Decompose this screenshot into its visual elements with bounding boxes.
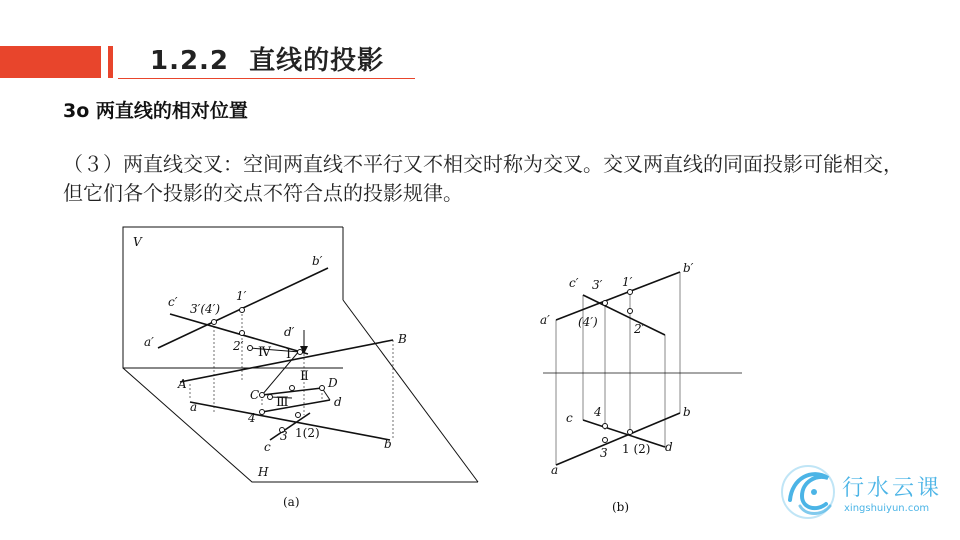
label-b-b-prime: b′: [683, 261, 694, 275]
figure-a: [123, 227, 478, 482]
label-d: d: [334, 395, 342, 409]
h-plane-right-edge: [343, 300, 478, 482]
label-b-prime: b′: [312, 254, 323, 268]
label-4: 4: [248, 411, 256, 425]
label-V: V: [133, 235, 142, 249]
label-I: Ⅰ: [286, 347, 292, 362]
label-1-2: 1(2): [295, 426, 320, 440]
wave-logo-icon: [782, 466, 834, 518]
label-II: Ⅱ: [300, 369, 309, 384]
caption-a: (a): [283, 495, 300, 509]
label-b-c: c: [566, 411, 573, 425]
label-2-prime: 2′: [233, 339, 244, 353]
label-b-3-prime: 3′: [592, 278, 603, 292]
site-logo[interactable]: [782, 466, 942, 518]
label-b-a-prime: a′: [540, 313, 550, 327]
label-b-1-prime: 1′: [622, 275, 633, 289]
label-1-prime: 1′: [236, 289, 247, 303]
label-III: Ⅲ: [276, 395, 289, 410]
label-b-1-2: 1 (2): [622, 442, 651, 456]
label-d-prime: d′: [284, 325, 295, 339]
label-B: B: [398, 332, 407, 346]
figure-a-labels: [133, 235, 407, 509]
label-b-d: d: [665, 440, 673, 454]
caption-b: (b): [612, 500, 630, 514]
label-b-2-prime: 2′: [634, 322, 645, 336]
label-b-b: b: [683, 405, 691, 419]
label-c: c: [264, 440, 271, 454]
body-paragraph: （３）两直线交叉：空间两直线不平行又不相交时称为交叉。交叉两直线的同面投影可能相交，但它们各个投影的交点不符合点的投影规律。: [63, 152, 903, 205]
figure-b: [543, 272, 742, 465]
label-c-prime: c′: [168, 295, 178, 309]
projector-lines-b: [556, 272, 680, 465]
label-a-prime: a′: [144, 335, 154, 349]
section-title: 直线的投影: [249, 46, 385, 76]
label-3-4-prime: 3′(4′): [190, 302, 221, 316]
h-plane-front-edge: [123, 368, 478, 482]
label-b-c-prime: c′: [569, 276, 579, 290]
label-b-4: 4: [594, 405, 602, 419]
label-IV: Ⅳ: [258, 345, 271, 360]
label-b-a: a: [551, 463, 559, 477]
label-D: D: [328, 376, 338, 390]
line-cd-upper: [262, 400, 330, 412]
section-number: 1.2.2: [150, 46, 230, 76]
label-3: 3: [280, 429, 288, 443]
label-b-4-prime: (4′): [578, 315, 598, 329]
label-C: C: [250, 388, 260, 402]
label-H: H: [258, 465, 269, 479]
logo-name: 行水云课: [842, 476, 943, 501]
line-ab-b: [556, 413, 680, 465]
subtitle: 3o 两直线的相对位置: [63, 100, 248, 122]
figure-b-labels: [540, 261, 694, 514]
label-a: a: [190, 400, 198, 414]
label-b-3: 3: [600, 446, 608, 460]
label-b: b: [384, 437, 392, 451]
label-A: A: [178, 377, 187, 391]
logo-url: xingshuiyun.com: [844, 503, 930, 514]
